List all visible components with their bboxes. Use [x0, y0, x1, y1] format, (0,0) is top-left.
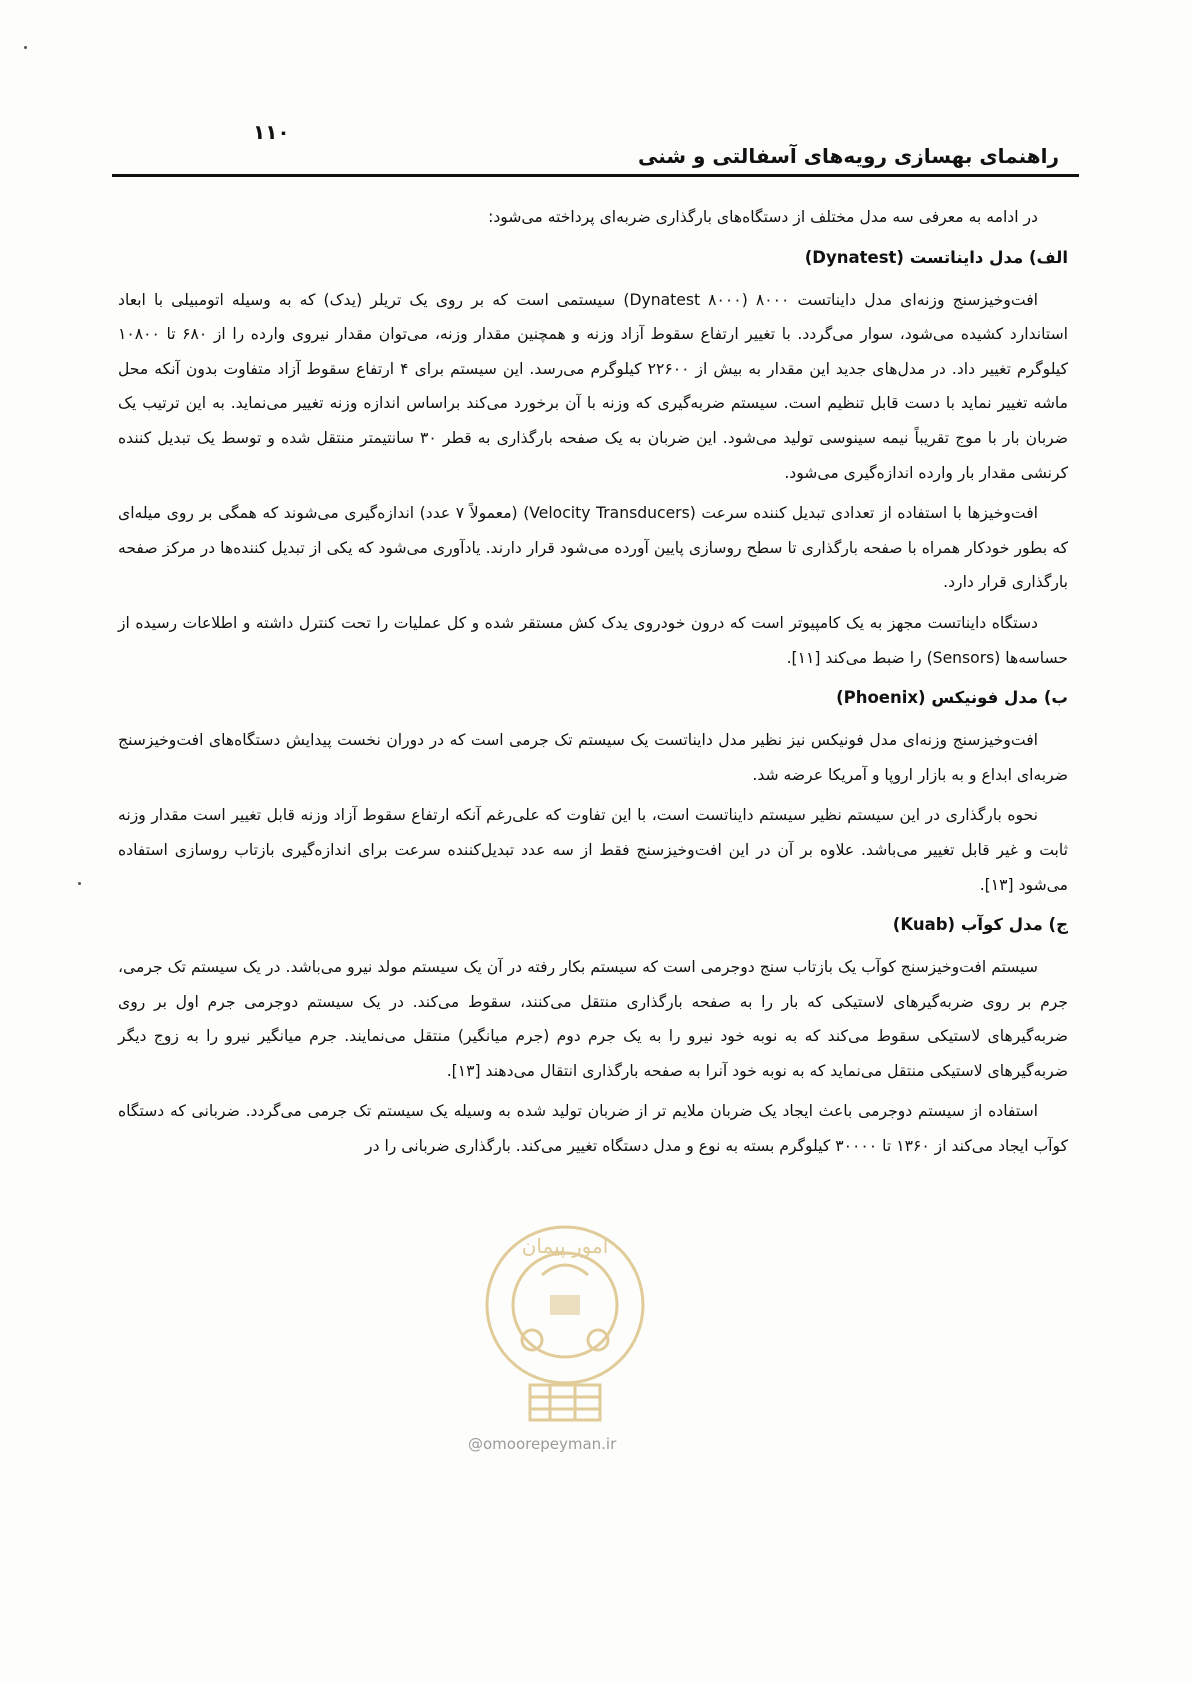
header-rule [112, 174, 1079, 177]
watermark-stamp-icon [470, 1215, 660, 1425]
page-body [118, 200, 1068, 1170]
section-heading-kuab: ج) مدل کوآب (Kuab) [892, 915, 1068, 935]
phoenix-paragraph-1: افت‌وخیزسنج وزنه‌ای مدل فونیکس نیز نظیر مدل دایناتست یک سیستم تک جرمی است که در دوران نخست پیدایش دستگاه‌های افت‌وخیزسنج ضربه‌ای ابداع و به بازار اروپا و آمریکا عرضه شد. [118, 731, 1068, 784]
dynatest-paragraph-2: افت‌وخیزها با استفاده از تعدادی تبدیل کننده سرعت (Velocity Transducers) (معمولاً ۷ عدد) اندازه‌گیری می‌شوند که همگی بر روی میله‌ای که بطور خودکار همراه با صفحه بارگذاری تا سطح روسازی پایین آورده می‌شود قرار دارند. یادآوری می‌شود که یکی از تبدیل کننده‌ها در مرکز صفحه بارگذاری قرار دارد. [118, 504, 1068, 592]
dynatest-paragraph-1: افت‌وخیزسنج وزنه‌ای مدل دایناتست ۸۰۰۰ (Dynatest ۸۰۰۰) سیستمی است که بر روی یک تریلر (یدک) که به وسیله اتومبیلی با ابعاد استاندارد کشیده می‌شود، سوار می‌گردد. با تغییر ارتفاع سقوط آزاد وزنه و همچنین مقدار وزنه، می‌توان مقدار نیروی وارده را از ۶۸۰ تا ۱۰۸۰۰ کیلوگرم تغییر داد. در مدل‌های جدید این مقدار به بیش از ۲۲۶۰۰ کیلوگرم می‌رسد. این سیستم برای ۴ ارتفاع سقوط آزاد متفاوت بدون آنکه محل ماشه تغییر نماید با دست قابل تنظیم است. سیستم ضربه‌گیری که وزنه با آن برخورد می‌کند براساس اندازه وزنه تغییر می‌نماید. به این ترتیب یک ضربان بار با موج تقریباً نیمه سینوسی تولید می‌شود. این ضربان به یک صفحه بارگذاری به قطر ۳۰ سانتیمتر منتقل شده و توسط یک تبدیل کننده کرنشی مقدار بار وارده اندازه‌گیری می‌شود. [118, 290, 1069, 482]
section-heading-dynatest: الف) مدل دایناتست (Dynatest) [804, 247, 1068, 267]
phoenix-paragraph-2: نحوه بارگذاری در این سیستم نظیر سیستم دایناتست است، با این تفاوت که علی‌رغم آنکه ارتفاع سقوط آزاد وزنه قابل تغییر است مقدار وزنه ثابت و غیر قابل تغییر می‌باشد. علاوه بر آن در این افت‌وخیزسنج فقط از سه عدد تبدیل‌کننده سرعت برای اندازه‌گیری بازتاب روسازی استفاده می‌شود [۱۳]. [118, 806, 1068, 894]
intro-paragraph: در ادامه به معرفی سه مدل مختلف از دستگاه‌های بارگذاری ضربه‌ای پرداخته می‌شود: [488, 208, 1038, 226]
kuab-paragraph-2: استفاده از سیستم دوجرمی باعث ایجاد یک ضربان ملایم تر از ضربان تولید شده به وسیله یک سیستم تک جرمی می‌گردد. ضربانی که دستگاه کوآب ایجاد می‌کند از ۱۳۶۰ تا ۳۰۰۰۰ کیلوگرم بسته به نوع و مدل دستگاه تغییر می‌کند. بارگذاری ضربانی را در [118, 1102, 1068, 1156]
section-heading-phoenix: ب) مدل فونیکس (Phoenix) [836, 688, 1068, 708]
running-title: راهنمای بهسازی رویه‌های آسفالتی و شنی [637, 144, 1059, 168]
dynatest-paragraph-3: دستگاه دایناتست مجهز به یک کامپیوتر است که درون خودروی یدک کش مستقر شده و کل عملیات را تحت کنترل داشته و اطلاعات رسیده از حساسه‌ها (Sensors) را ضبط می‌کند [۱۱]. [118, 613, 1068, 667]
scan-speck [78, 882, 81, 885]
svg-text:امور پیمان: امور پیمان [521, 1234, 609, 1258]
scan-speck [24, 46, 27, 49]
page-number: ۱۱۰ [253, 120, 290, 144]
kuab-paragraph-1: سیستم افت‌وخیزسنج کوآب یک بازتاب سنج دوجرمی است که سیستم بکار رفته در آن یک سیستم مولد نیرو می‌باشد. در یک سیستم تک جرمی، جرم بر روی ضربه‌گیرهای لاستیکی که بار را به صفحه بارگذاری منتقل می‌کنند، سقوط می‌کند. در یک سیستم دوجرمی جرم اول بر روی ضربه‌گیرهای لاستیکی سقوط می‌کند که به نوبه خود نیرو را به یک جرم دوم (جرم میانگیر) منتقل می‌نمایند. جرم میانگیر نیرو را به زوج دیگر ضربه‌گیرهای لاستیکی منتقل می‌نماید که به نوبه خود آنرا به صفحه بارگذاری انتقال می‌دهند [۱۳]. [118, 958, 1068, 1080]
watermark-url: @omoorepeyman.ir [468, 1435, 617, 1453]
